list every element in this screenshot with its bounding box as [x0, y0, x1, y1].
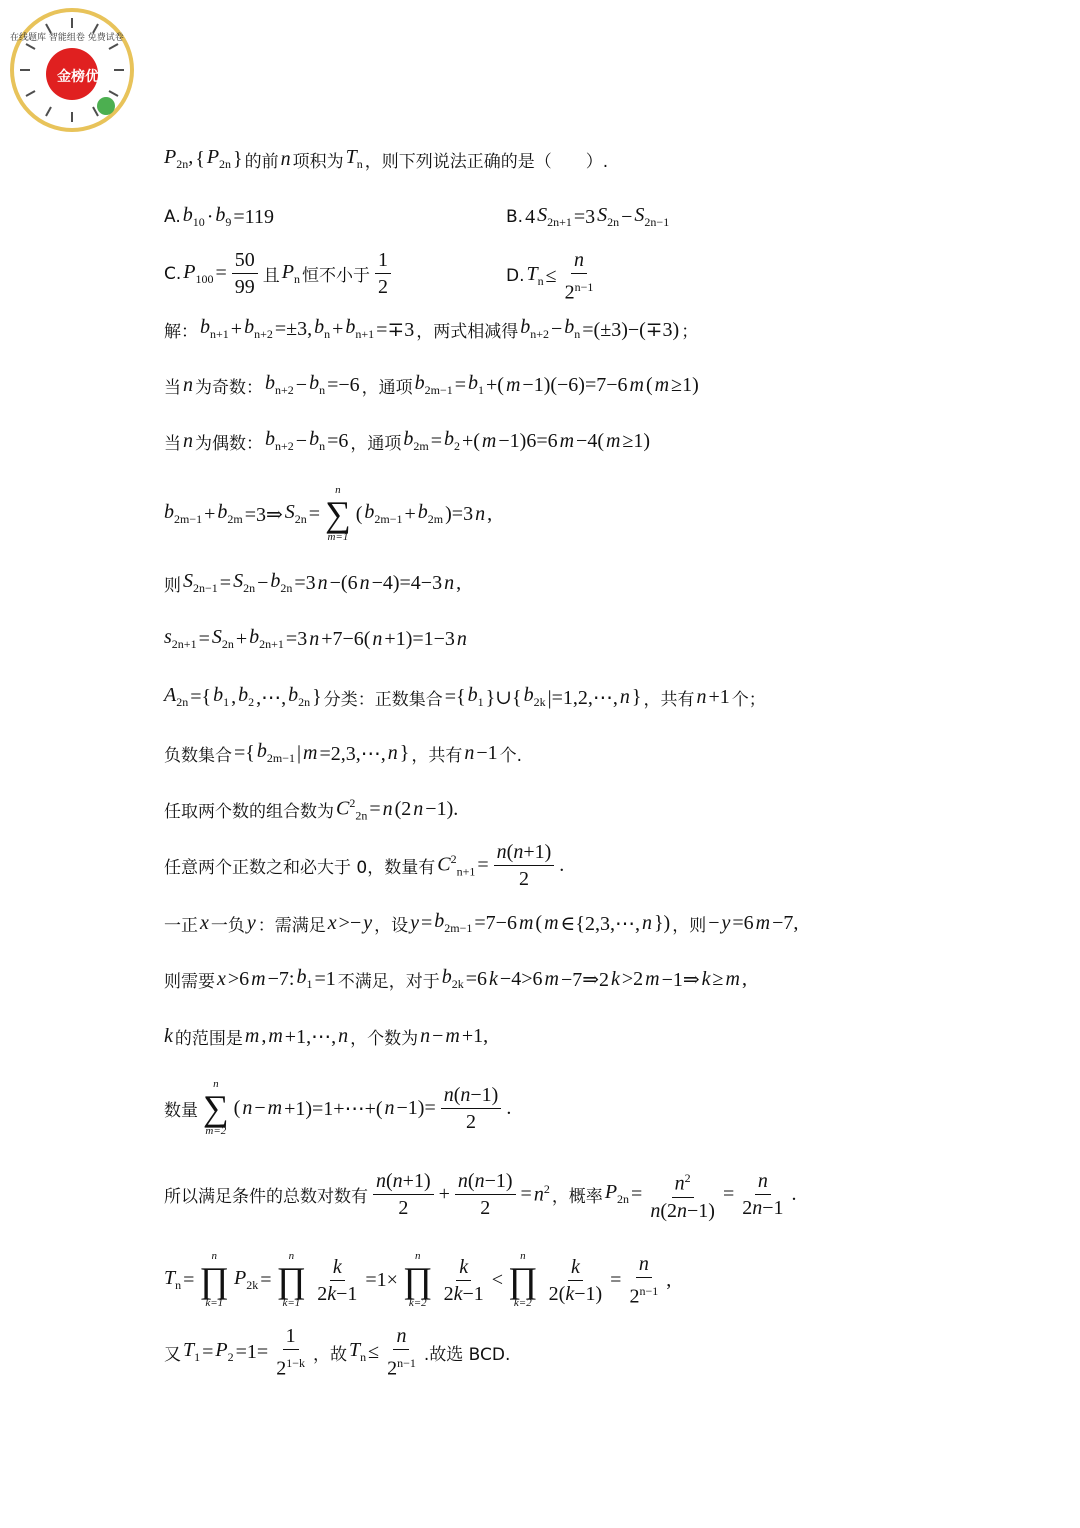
line-intro: $P_{2n}$, { $P_{2n}$ } 的前 n 项积为 $T_n$ ，则下列说法正确的是（ ）.	[164, 146, 609, 172]
line-conclusion: 又 $T_1$ = $P_2$ =1= $\frac{1}{2^{1-k}}$ ，故 $T_n$ ≤ $\frac{n}{2^{n-1}}$ .故选 BCD.	[164, 1325, 511, 1380]
line-s-odd: 则 $S_{2n-1}$ = $S_{2n}$ − $b_{2n}$ =3 n −(6 n −4)=4−3 n ,	[164, 570, 462, 596]
line-odd: 当 n 为奇数： $b_{n+2}$ − $b_n$ =−6 ，通项 $b_{2m-1}$ = $b_1$ +( m −1)(−6)=7−6 m ( m ≥1)	[164, 372, 699, 398]
line-count: 数量 n ∑ m=2 ( n − m +1)=1+⋯+( n −1)= $\frac{n(n-1)}{2}$ .	[164, 1078, 512, 1137]
logo-center-text: 金榜优	[57, 69, 99, 85]
line-positive-pairs: 任意两个正数之和必大于 0，数量有 $C^2_{n+1}$ = $\frac{n(n+1)}{2}$ .	[164, 841, 565, 890]
line-sum: $b_{2m-1}$ + $b_{2m}$ =3⇒ $S_{2n}$ = n ∑ m=1 ( $b_{2m-1}$ + $b_{2m}$ )=3 n ,	[164, 484, 493, 543]
option-c: C. $P_{100}$ = $\frac{50}{99}$ 且 $P_n$ 恒不小于 $\frac{1}{2}$	[164, 248, 394, 299]
logo-ring-text: 在线题库 智能组卷 免费试卷	[10, 33, 124, 43]
line-negative: 负数集合 ={ $b_{2m-1}$ | m =2,3,⋯, n } ，共有 n −1 个.	[164, 740, 523, 766]
line-mixed: 一正 x 一负 y ：需满足 x >− y ，设 y = $b_{2m-1}$ =7−6 m ( m ∈{2,3,⋯, n }) ，则 − y =6 m −7,	[164, 910, 799, 936]
option-a: A. $b_{10}$ · $b_9$ =119	[164, 204, 274, 229]
option-b: B. 4 $S_{2n+1}$ =3 $S_{2n}$ − $S_{2n-1}$	[506, 204, 670, 229]
line-solution: 解： $b_{n+1}$ + $b_{n+2}$ =±3, $b_n$ + $b_{n+1}$ =∓3 ，两式相减得 $b_{n+2}$ − $b_n$ =(±3)−(∓3) ；	[164, 316, 699, 342]
line-k-range: k 的范围是 m , m +1,⋯, n ，个数为 n − m +1,	[164, 1025, 489, 1049]
line-even: 当 n 为偶数： $b_{n+2}$ − $b_n$ =6 ，通项 $b_{2m}$ = $b_2$ +( m −1)6=6 m −4( m ≥1)	[164, 428, 651, 454]
option-d: D. $T_n$ ≤ $\frac{n}{2^{n-1}}$	[506, 249, 594, 304]
line-combinations: 任取两个数的组合数为 $C^2_{2n}$ = n (2 n −1).	[164, 796, 459, 823]
line-product: $T_n$ = n ∏ k=1 $P_{2k}$ = n ∏ k=1 $\frac{k}{2k-1}$ =1× n ∏ k=2 $\frac{k}{2k-1}$ < n ∏ k=2 $\frac{k}{2(k-1)}$ = $\frac{n}{2^{n-1}}$ ,	[164, 1250, 672, 1309]
line-s-next: $s_{2n+1}$ = $S_{2n}$ + $b_{2n+1}$ =3 n +7−6( n +1)=1−3 n	[164, 626, 467, 651]
line-need: 则需要 x >6 m −7: $b_1$ =1 不满足，对于 $b_{2k}$ =6 k −4>6 m −7⇒2 k >2 m −1⇒ k ≥ m ,	[164, 966, 747, 992]
line-classify: $A_{2n}$ ={ $b_1$ , $b_2$ ,⋯, $b_{2n}$ } 分类：正数集合 ={ $b_1$ }∪{ $b_{2k}$ |=1,2,⋯, n } ，共有 n +1 个；	[164, 684, 766, 710]
line-total: 所以满足条件的总数对数有 $\frac{n(n+1)}{2}$ + $\frac{n(n-1)}{2}$ = $n^2$ ，概率 $P_{2n}$ = $\frac{n^2}{n(2n-1)}$ = $\frac{n}{2n-1}$ .	[164, 1166, 797, 1223]
